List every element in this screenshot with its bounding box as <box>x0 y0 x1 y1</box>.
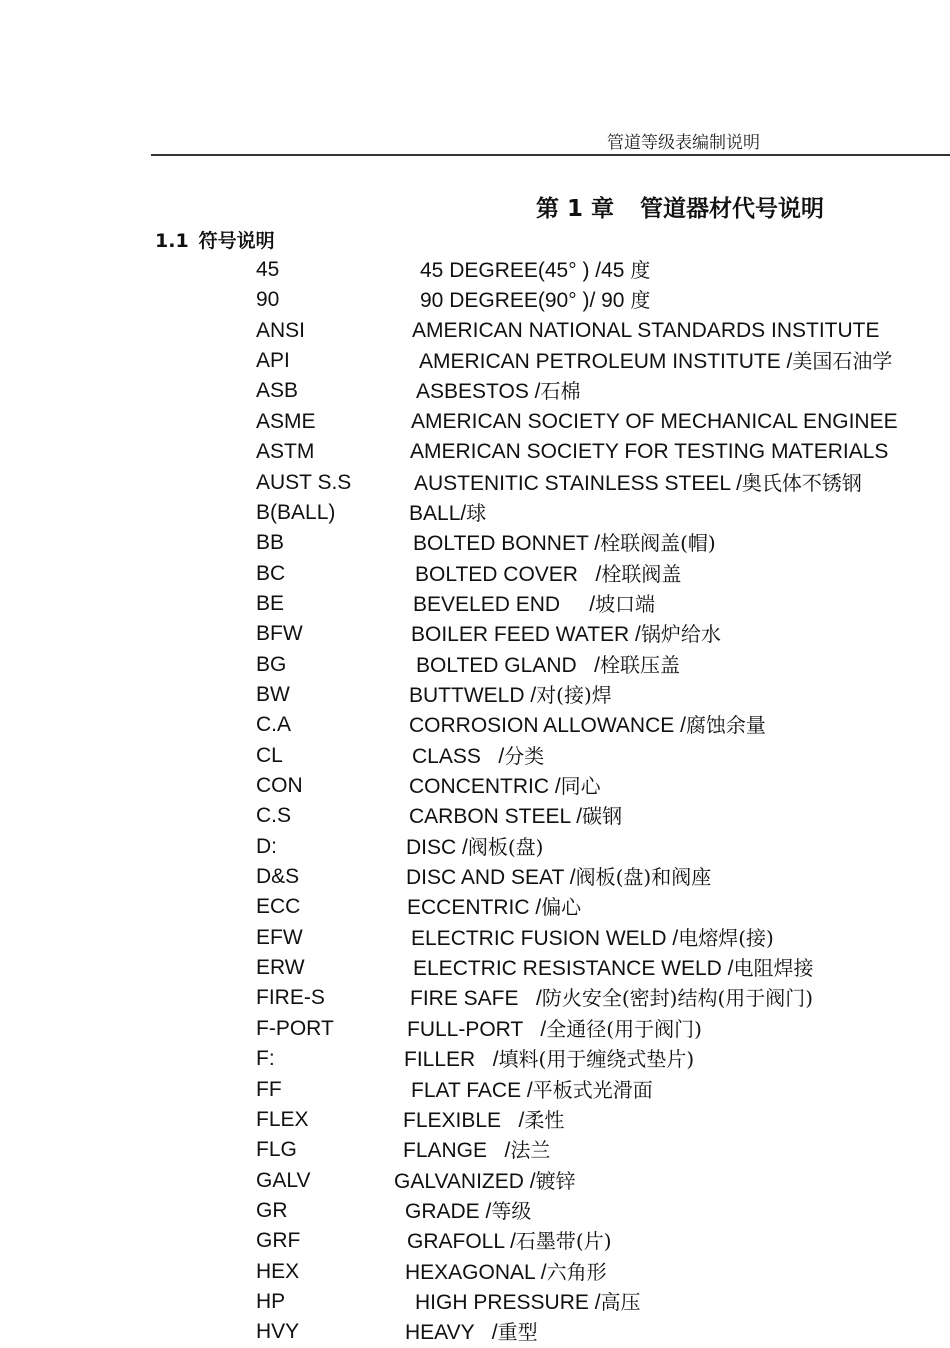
abbreviation-code: ASB <box>256 379 299 403</box>
list-item <box>0 923 950 953</box>
list-item <box>0 983 950 1013</box>
abbreviation-description: AMERICAN SOCIETY FOR TESTING MATERIALS <box>410 440 889 464</box>
abbreviation-description: BOLTED BONNET /栓联阀盖(帽) <box>413 531 716 556</box>
abbreviation-description: AMERICAN SOCIETY OF MECHANICAL ENGINEE <box>411 409 898 433</box>
abbreviation-code: B(BALL) <box>256 500 336 524</box>
abbreviation-code: CL <box>256 743 283 767</box>
header-rule <box>151 154 950 156</box>
abbreviation-code: D: <box>256 834 277 858</box>
abbreviation-code: C.A <box>256 713 292 737</box>
list-item <box>0 741 950 771</box>
chapter-title <box>536 190 824 223</box>
list-item <box>0 1226 950 1256</box>
list-item <box>0 468 950 498</box>
abbreviation-code: HVY <box>256 1320 300 1344</box>
abbreviation-description: BOILER FEED WATER /锅炉给水 <box>411 622 721 647</box>
abbreviation-code: BFW <box>256 622 303 646</box>
list-item <box>0 316 950 346</box>
abbreviation-description: CLASS /分类 <box>412 743 545 768</box>
abbreviation-description: CONCENTRIC /同心 <box>409 774 601 798</box>
list-item <box>0 1014 950 1044</box>
section-name: 符号说明 <box>198 230 275 252</box>
list-item <box>0 801 950 831</box>
list-item <box>0 619 950 649</box>
list-item <box>0 589 950 619</box>
abbreviation-code: ASME <box>256 409 316 433</box>
list-item <box>0 407 950 437</box>
list-item <box>0 680 950 710</box>
abbreviation-code: 45 <box>256 258 280 281</box>
abbreviation-description: ECCENTRIC /偏心 <box>407 895 582 920</box>
abbreviation-description: BOLTED GLAND /栓联压盖 <box>416 652 680 677</box>
list-item <box>0 346 950 376</box>
abbreviation-code: F-PORT <box>256 1016 334 1040</box>
abbreviation-code: 90 <box>256 288 280 312</box>
abbreviation-description: FULL-PORT /全通径(用于阀门) <box>407 1016 702 1041</box>
abbreviation-code: ECC <box>256 895 301 919</box>
list-item <box>0 1287 950 1317</box>
abbreviation-description: 45 DEGREE(45° ) /45 度 <box>420 258 651 282</box>
abbreviation-code: API <box>256 349 290 373</box>
abbreviation-code: ANSI <box>256 318 306 342</box>
list-item <box>0 953 950 983</box>
list-item <box>0 559 950 589</box>
list-item <box>0 498 950 528</box>
abbreviation-code: D&S <box>256 865 300 888</box>
list-item <box>0 832 950 862</box>
list-item <box>0 892 950 922</box>
abbreviation-description: AMERICAN NATIONAL STANDARDS INSTITUTE <box>412 318 880 342</box>
list-item <box>0 437 950 467</box>
abbreviation-code: C.S <box>256 804 292 828</box>
list-item <box>0 710 950 740</box>
section-number: 1.1 <box>155 230 189 252</box>
list-item <box>0 1044 950 1074</box>
list-item <box>0 771 950 801</box>
abbreviation-description: AUSTENITIC STAINLESS STEEL /奥氏体不锈钢 <box>414 470 862 495</box>
abbreviation-code: GALV <box>256 1168 311 1192</box>
list-item <box>0 650 950 680</box>
abbreviation-description: ELECTRIC RESISTANCE WELD /电阻焊接 <box>413 956 814 981</box>
running-header: 管道等级表编制说明 <box>607 133 760 153</box>
list-item <box>0 1105 950 1135</box>
abbreviation-description: BEVELED END /坡口端 <box>413 591 656 616</box>
section-title <box>155 226 275 253</box>
abbreviation-code: ASTM <box>256 440 315 464</box>
abbreviation-description: ELECTRIC FUSION WELD /电熔焊(接) <box>411 925 774 950</box>
list-item <box>0 1075 950 1105</box>
list-item <box>0 1317 950 1347</box>
list-item <box>0 1257 950 1287</box>
abbreviation-description: GALVANIZED /镀锌 <box>394 1168 576 1193</box>
abbreviation-description: AMERICAN PETROLEUM INSTITUTE /美国石油学 <box>419 349 893 374</box>
abbreviation-description: DISC /阀板(盘) <box>406 834 544 859</box>
abbreviation-code: GRF <box>256 1229 301 1253</box>
abbreviation-code: EFW <box>256 925 303 949</box>
abbreviation-description: HEAVY /重型 <box>405 1320 538 1345</box>
abbreviation-description: 90 DEGREE(90° )/ 90 度 <box>420 288 651 313</box>
abbreviation-code: F: <box>256 1047 275 1071</box>
abbreviation-description: CARBON STEEL /碳钢 <box>409 804 623 829</box>
abbreviation-description: HEXAGONAL /六角形 <box>405 1259 607 1284</box>
abbreviation-description: FLAT FACE /平板式光滑面 <box>411 1077 653 1102</box>
abbreviation-code: FLEX <box>256 1107 309 1131</box>
abbreviation-code: FLG <box>256 1138 297 1162</box>
abbreviation-description: BOLTED COVER /栓联阀盖 <box>415 561 682 586</box>
chapter-number: 第 1 章 <box>536 196 615 222</box>
list-item <box>0 255 950 285</box>
abbreviation-code: AUST S.S <box>256 470 352 494</box>
abbreviation-code: HP <box>256 1289 286 1313</box>
abbreviation-description: FIRE SAFE /防火安全(密封)结构(用于阀门) <box>410 986 814 1011</box>
list-item <box>0 285 950 315</box>
abbreviation-description: BALL/球 <box>409 500 487 525</box>
abbreviation-code: HEX <box>256 1259 300 1283</box>
abbreviation-code: BG <box>256 652 287 676</box>
abbreviation-description: FILLER /填料(用于缠绕式垫片) <box>404 1047 695 1072</box>
abbreviation-description: BUTTWELD /对(接)焊 <box>409 682 612 707</box>
list-item <box>0 1166 950 1196</box>
list-item <box>0 1196 950 1226</box>
list-item <box>0 862 950 892</box>
abbreviation-code: CON <box>256 774 303 797</box>
abbreviation-description: ASBESTOS /石棉 <box>416 379 581 404</box>
abbreviation-description: GRAFOLL /石墨带(片) <box>407 1229 612 1254</box>
abbreviation-description: FLANGE /法兰 <box>403 1138 551 1163</box>
chapter-name: 管道器材代号说明 <box>640 196 825 222</box>
abbreviation-description: HIGH PRESSURE /高压 <box>415 1289 641 1314</box>
abbreviation-description: GRADE /等级 <box>405 1198 532 1223</box>
abbreviation-code: ERW <box>256 956 305 980</box>
abbreviation-description: DISC AND SEAT /阀板(盘)和阀座 <box>406 865 712 889</box>
abbreviation-code: FIRE-S <box>256 986 325 1010</box>
abbreviation-code: GR <box>256 1198 288 1222</box>
abbreviation-description: CORROSION ALLOWANCE /腐蚀余量 <box>409 713 766 738</box>
abbreviation-code: BB <box>256 531 285 555</box>
abbreviation-code: BE <box>256 591 285 615</box>
list-item <box>0 376 950 406</box>
abbreviation-code: BW <box>256 682 290 706</box>
list-item <box>0 1135 950 1165</box>
abbreviation-code: FF <box>256 1077 282 1101</box>
abbreviation-description: FLEXIBLE /柔性 <box>403 1107 565 1132</box>
abbreviation-code: BC <box>256 561 286 585</box>
list-item <box>0 528 950 558</box>
